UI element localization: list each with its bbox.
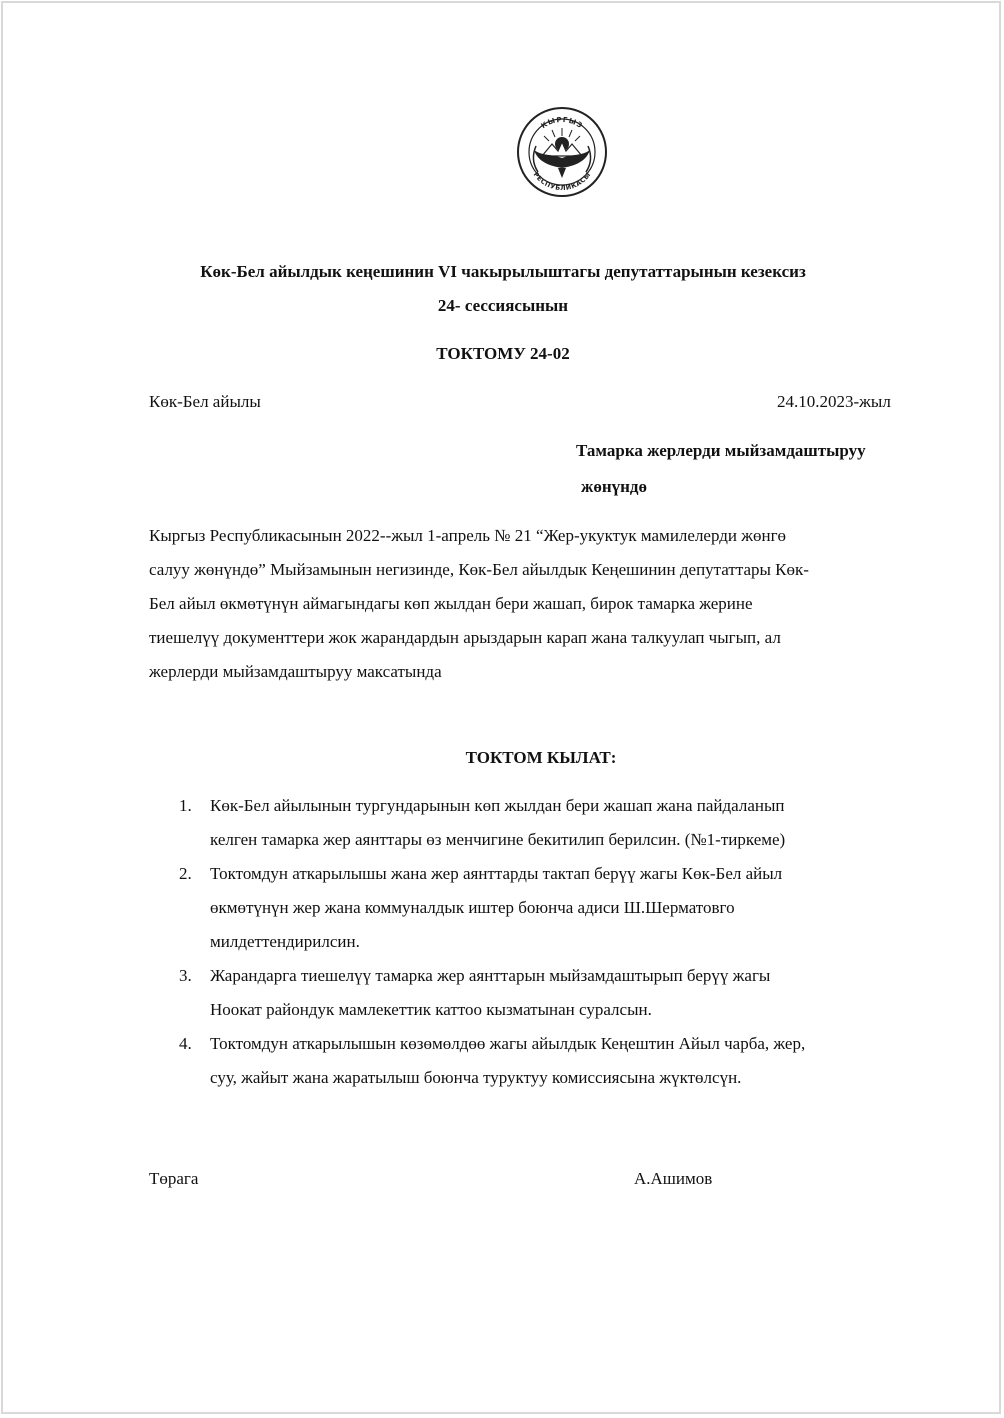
- list-item-line: өкмөтүнүн жер жана коммуналдык иштер боюнча адиси Ш.Шерматовго: [210, 898, 735, 917]
- resolution-list: [149, 789, 939, 1095]
- list-item-line: милдеттендирилсин.: [210, 932, 360, 951]
- signature-role: Төрага: [149, 1169, 199, 1188]
- list-item-number: 2.: [179, 864, 192, 883]
- list-item-line: Көк-Бел айылынын тургундарынын көп жылдан бери жашап жана пайдаланып: [210, 796, 785, 815]
- list-item-line: Токтомдун аткарылышын көзөмөлдөө жагы айылдык Кеңештин Айыл чарба, жер,: [210, 1034, 806, 1053]
- title-line-2: 24- сессиясынын: [437, 296, 569, 315]
- list-item: [149, 1027, 939, 1095]
- place: Көк-Бел айылы: [149, 392, 261, 411]
- resolves-heading: ТОКТОМ КЫЛАТ:: [465, 748, 617, 767]
- list-item-number: 1.: [179, 796, 192, 815]
- preamble-line: тиешелүү документтери жок жарандардын арыздарын карап жана талкуулап чыгып, ал: [149, 628, 781, 647]
- signature-name: А.Ашимов: [634, 1169, 713, 1188]
- list-item-line: Ноокат райондук мамлекеттик каттоо кызматынан суралсын.: [210, 1000, 652, 1019]
- list-item-line: келген тамарка жер аянттары өз менчигине бекитилип берилсин. (№1-тиркеме): [210, 830, 786, 849]
- list-item-number: 4.: [179, 1034, 192, 1053]
- title-line-1: Көк-Бел айылдык кеңешинин VI чакырылыштагы депутаттарынын кезексиз: [200, 262, 806, 281]
- state-emblem-icon: [516, 106, 608, 198]
- document-type: ТОКТОМУ 24-02: [436, 344, 570, 363]
- list-item: [149, 959, 939, 1027]
- emblem-top-text: КЫРГЫЗ: [539, 115, 585, 131]
- subject-line-1: Тамарка жерлерди мыйзамдаштыруу: [576, 441, 866, 460]
- preamble-line: Кыргыз Республикасынын 2022--жыл 1-апрель № 21 “Жер-укуктук мамилелерди жөнгө: [149, 526, 787, 545]
- date: 24.10.2023-жыл: [777, 392, 891, 411]
- list-item-number: 3.: [179, 966, 192, 985]
- list-item: [149, 789, 939, 857]
- list-item: [149, 857, 939, 959]
- list-item-line: суу, жайыт жана жаратылыш боюнча туруктуу комиссиясына жүктөлсүн.: [210, 1068, 742, 1087]
- list-item-line: Жарандарга тиешелүү тамарка жер аянттарын мыйзамдаштырып берүү жагы: [210, 966, 771, 985]
- subject-line-2: жөнүндө: [581, 477, 648, 496]
- preamble-line: жерлерди мыйзамдаштыруу максатында: [149, 662, 442, 681]
- document-page: [1, 1, 1001, 1414]
- emblem-bottom-text: РЕСПУБЛИКАСЫ: [531, 170, 593, 193]
- preamble-line: Бел айыл өкмөтүнүн аймагындагы көп жылдан бери жашап, бирок тамарка жерине: [149, 594, 753, 613]
- preamble: [149, 519, 939, 689]
- list-item-line: Токтомдун аткарылышы жана жер аянттарды тактап берүү жагы Көк-Бел айыл: [210, 864, 783, 883]
- preamble-line: салуу жөнүндө” Мыйзамынын негизинде, Көк-Бел айылдык Кеңешинин депутаттары Көк-: [149, 560, 809, 579]
